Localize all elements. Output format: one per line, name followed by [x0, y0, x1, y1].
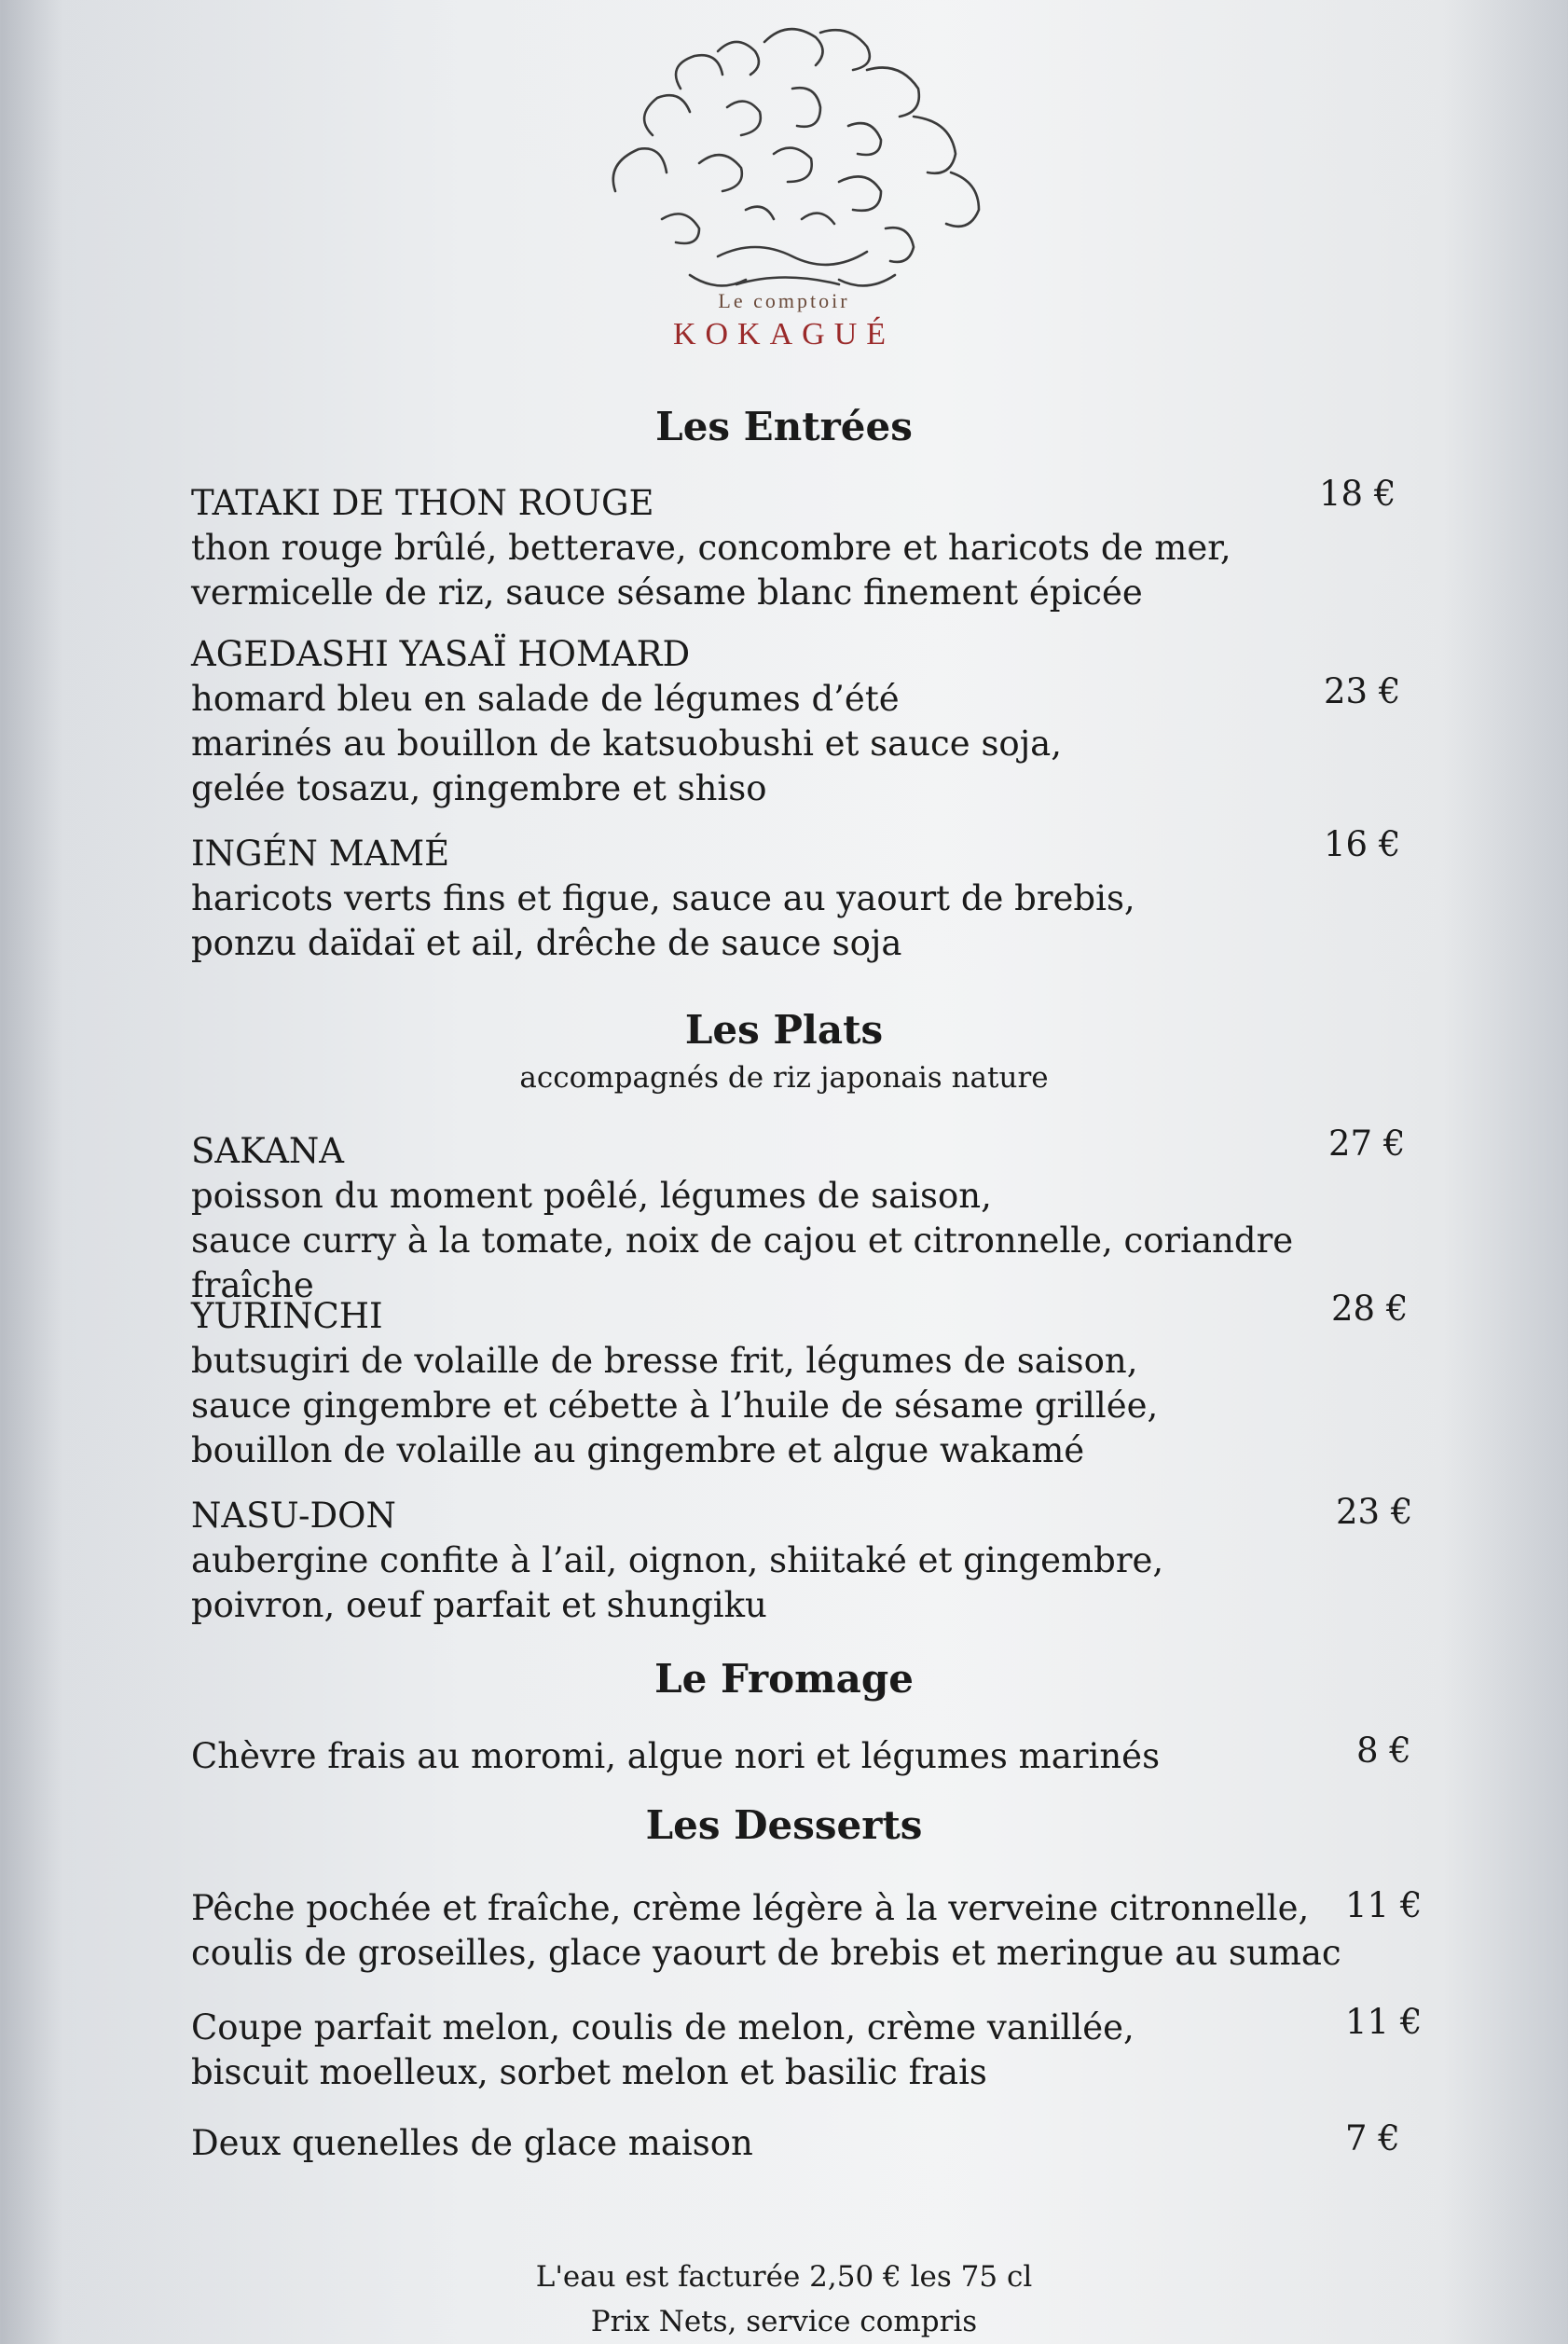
- service-note: Prix Nets, service compris: [590, 2305, 978, 2338]
- menu-item: [191, 1294, 1403, 1473]
- menu-item: [191, 1494, 1403, 1628]
- item-price: 7 €: [1345, 2118, 1400, 2158]
- menu-item: [191, 1129, 1403, 1308]
- item-description: thon rouge brûlé, betterave, concombre et haricots de mer,: [191, 528, 1231, 568]
- menu-item: [191, 632, 1403, 811]
- section-subtitle: accompagnés de riz japonais nature: [519, 1061, 1049, 1095]
- item-price: 16 €: [1324, 824, 1401, 864]
- section-title-fromage: Le Fromage: [654, 1656, 914, 1702]
- item-name: TATAKI DE THON ROUGE: [191, 483, 654, 523]
- item-name: YURINCHI: [191, 1296, 383, 1336]
- item-name: SAKANA: [191, 1131, 345, 1171]
- item-description: marinés au bouillon de katsuobushi et sauce soja,: [191, 724, 1062, 764]
- item-description: homard bleu en salade de légumes d’été: [191, 679, 900, 719]
- item-description: ponzu daïdaï et ail, drêche de sauce soja: [191, 923, 902, 963]
- item-price: 11 €: [1345, 1885, 1423, 1925]
- item-price: 27 €: [1328, 1124, 1406, 1164]
- item-price: 28 €: [1331, 1289, 1409, 1329]
- item-name: INGÉN MAMÉ: [191, 834, 450, 874]
- item-name: Pêche pochée et fraîche, crème légère à la verveine citronnelle,: [191, 1888, 1310, 1928]
- menu-item: [191, 1886, 1403, 1976]
- item-name: Deux quenelles de glace maison: [191, 2123, 753, 2163]
- item-description: poivron, oeuf parfait et shungiku: [191, 1585, 767, 1625]
- item-description: poisson du moment poêlé, légumes de saison,: [191, 1176, 992, 1216]
- item-description: vermicelle de riz, sauce sésame blanc finement épicée: [191, 572, 1143, 613]
- item-name: Chèvre frais au moromi, algue nori et légumes marinés: [191, 1736, 1161, 1776]
- item-description: sauce curry à la tomate, noix de cajou et citronnelle, coriandre fraîche: [191, 1220, 1294, 1305]
- item-name: AGEDASHI YASAÏ HOMARD: [191, 634, 691, 674]
- section-title-entrees: Les Entrées: [655, 404, 913, 449]
- item-name: Coupe parfait melon, coulis de melon, crème vanillée,: [191, 2007, 1135, 2048]
- menu-item: [191, 2121, 1403, 2166]
- menu-item: [191, 2006, 1403, 2095]
- water-note: L'eau est facturée 2,50 € les 75 cl: [535, 2260, 1033, 2294]
- item-price: 18 €: [1319, 474, 1396, 514]
- section-title-desserts: Les Desserts: [645, 1802, 923, 1848]
- item-price: 8 €: [1356, 1730, 1411, 1771]
- item-description: biscuit moelleux, sorbet melon et basilic frais: [191, 2052, 987, 2092]
- section-title-plats: Les Plats: [684, 1007, 884, 1053]
- menu-item: [191, 832, 1403, 966]
- item-description: butsugiri de volaille de bresse frit, légumes de saison,: [191, 1341, 1138, 1381]
- brand-name: KOKAGUÉ: [672, 317, 896, 352]
- item-description: haricots verts fins et figue, sauce au yaourt de brebis,: [191, 878, 1135, 918]
- item-description: sauce gingembre et cébette à l’huile de sésame grillée,: [191, 1386, 1159, 1426]
- item-name: NASU-DON: [191, 1496, 396, 1536]
- item-description: coulis de groseilles, glace yaourt de brebis et meringue au sumac: [191, 1933, 1341, 1973]
- menu-item: [191, 481, 1403, 615]
- item-price: 23 €: [1324, 671, 1401, 711]
- item-price: 23 €: [1336, 1492, 1413, 1532]
- brand-subtitle: Le comptoir: [718, 289, 850, 312]
- item-description: gelée tosazu, gingembre et shiso: [191, 768, 767, 808]
- item-description: aubergine confite à l’ail, oignon, shiitaké et gingembre,: [191, 1540, 1164, 1580]
- item-description: bouillon de volaille au gingembre et algue wakamé: [191, 1430, 1085, 1470]
- menu-item: [191, 1734, 1403, 1779]
- item-price: 11 €: [1345, 2002, 1423, 2042]
